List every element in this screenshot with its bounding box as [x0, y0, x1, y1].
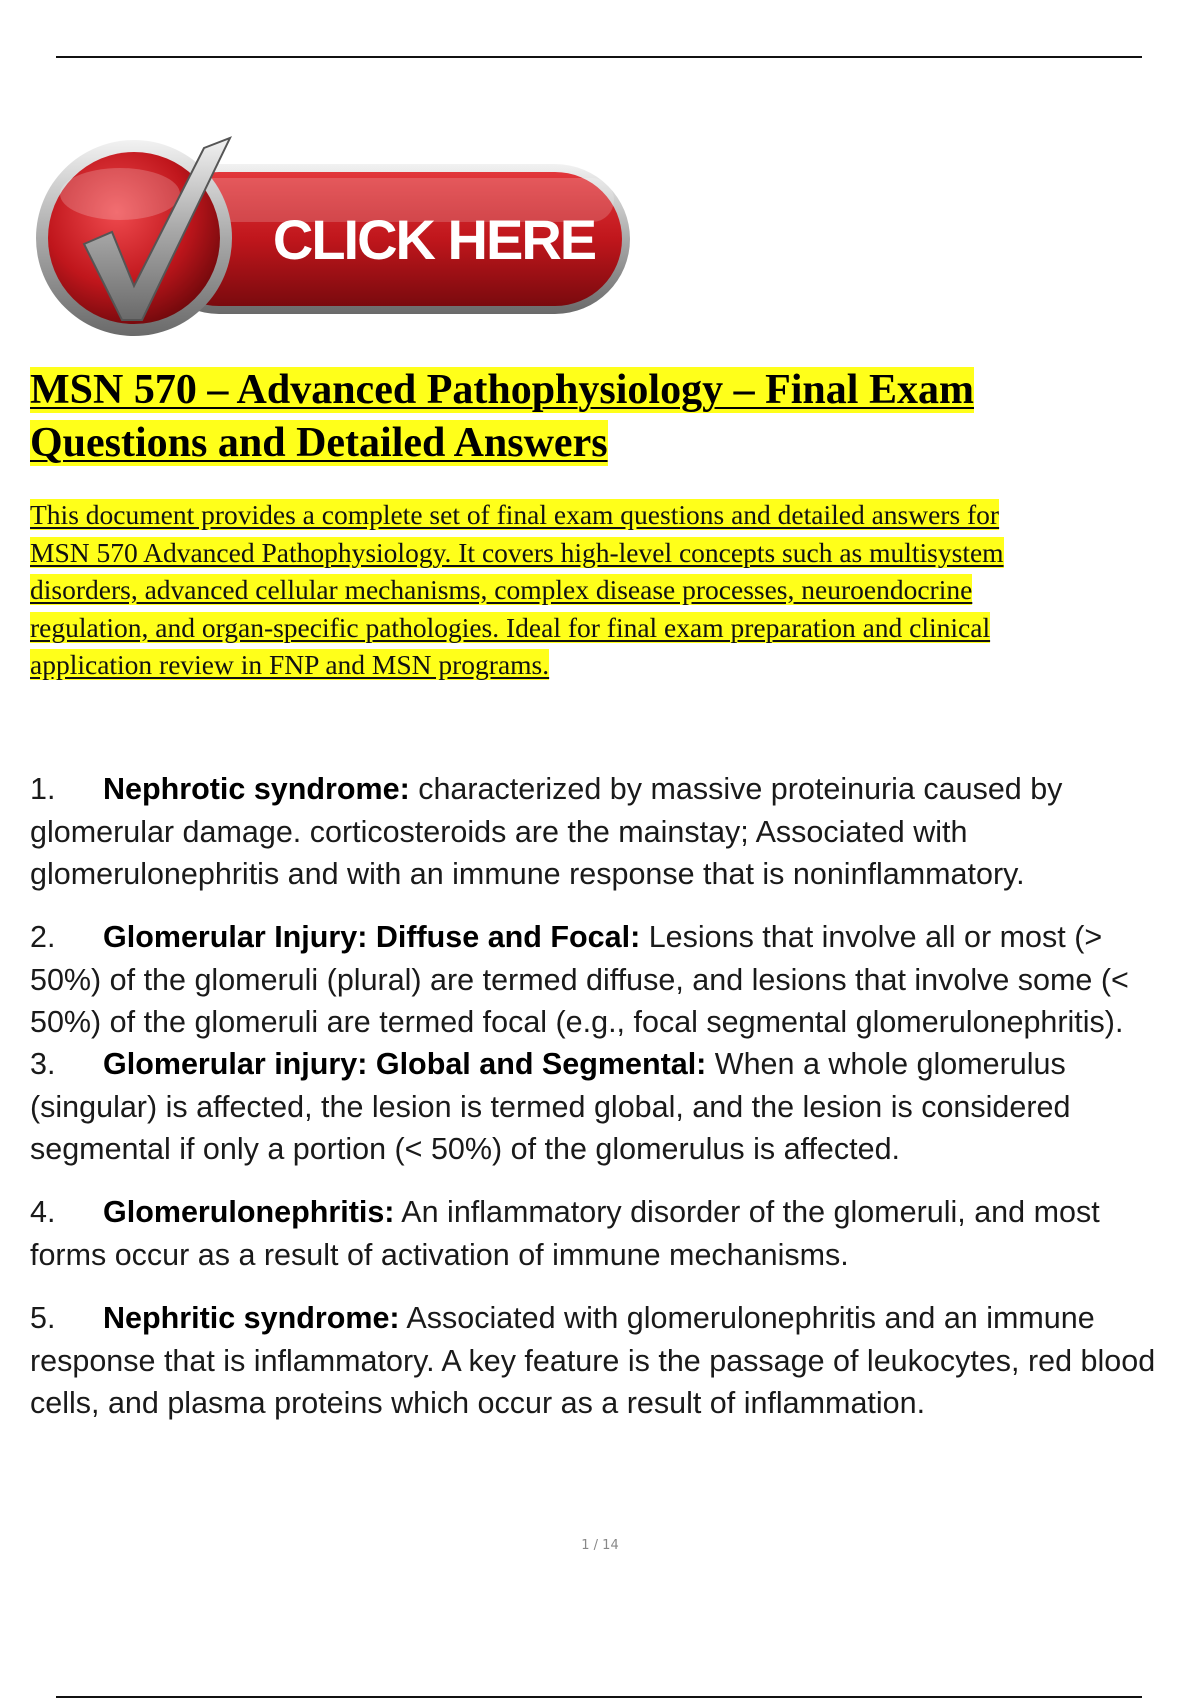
click-here-label: CLICK HERE — [272, 208, 596, 271]
item-text: response that is inflammatory. A key feature is the passage of leukocytes, red blood — [30, 1343, 1156, 1378]
item-text: glomerular damage. corticosteroids are the mainstay; Associated with — [30, 814, 968, 849]
item-text: 50%) of the glomeruli are termed focal (e.g., focal segmental glomerulonephritis). — [30, 1005, 1124, 1039]
item-number: 3. — [30, 1047, 56, 1081]
item-text: cells, and plasma proteins which occur as a result of inflammation. — [30, 1386, 926, 1420]
description-line: This document provides a complete set of final exam questions and detailed answers for — [30, 499, 1000, 530]
list-item — [30, 916, 1129, 1044]
list-item — [30, 1297, 1155, 1425]
list-item — [30, 1043, 1070, 1171]
item-text: 50%) of the glomeruli (plural) are termed diffuse, and lesions that involve some (< — [30, 962, 1129, 997]
document-description — [30, 496, 1180, 684]
item-text: When a whole glomerulus — [706, 1047, 1066, 1081]
item-term: Glomerulonephritis: — [103, 1195, 395, 1229]
item-number: 2. — [30, 920, 56, 954]
top-rule — [56, 56, 1142, 58]
item-term: Nephritic syndrome: — [103, 1301, 400, 1335]
item-number: 4. — [30, 1195, 56, 1229]
description-line: MSN 570 Advanced Pathophysiology. It covers high-level concepts such as multisystem — [30, 536, 1004, 568]
item-term: Nephrotic syndrome: — [103, 772, 410, 806]
item-term: Glomerular Injury: Diffuse and Focal: — [103, 920, 641, 954]
page-number: 1 / 14 — [581, 1538, 619, 1553]
description-line: disorders, advanced cellular mechanisms, complex disease processes, neuroendocrine — [30, 574, 973, 605]
item-text: segmental if only a portion (< 50%) of the glomerulus is affected. — [30, 1132, 901, 1166]
description-line: regulation, and organ-specific pathologies. Ideal for final exam preparation and clinical — [30, 611, 991, 643]
item-term: Glomerular injury: Global and Segmental: — [103, 1047, 707, 1081]
item-text: An inflammatory disorder of the glomeruli, and most — [394, 1195, 1100, 1229]
list-item — [30, 1191, 1100, 1276]
click-here-button[interactable] — [34, 136, 634, 336]
item-text: (singular) is affected, the lesion is termed global, and the lesion is considered — [30, 1089, 1071, 1124]
title-line-1: MSN 570 – Advanced Pathophysiology – Final Exam — [30, 367, 974, 413]
page-title — [30, 364, 1150, 470]
bottom-rule — [56, 1696, 1142, 1698]
item-text: characterized by massive proteinuria caused by — [409, 772, 1063, 806]
item-text: Lesions that involve all or most (> — [640, 920, 1103, 954]
description-line: application review in FNP and MSN programs. — [30, 649, 550, 680]
item-number: 1. — [30, 772, 56, 806]
item-text: glomerulonephritis and with an immune response that is noninflammatory. — [30, 857, 1025, 891]
list-item — [30, 768, 1062, 896]
item-text: Associated with glomerulonephritis and an immune — [399, 1301, 1095, 1335]
item-text: forms occur as a result of activation of immune mechanisms. — [30, 1237, 849, 1272]
item-number: 5. — [30, 1301, 56, 1335]
title-line-2: Questions and Detailed Answers — [30, 420, 608, 466]
